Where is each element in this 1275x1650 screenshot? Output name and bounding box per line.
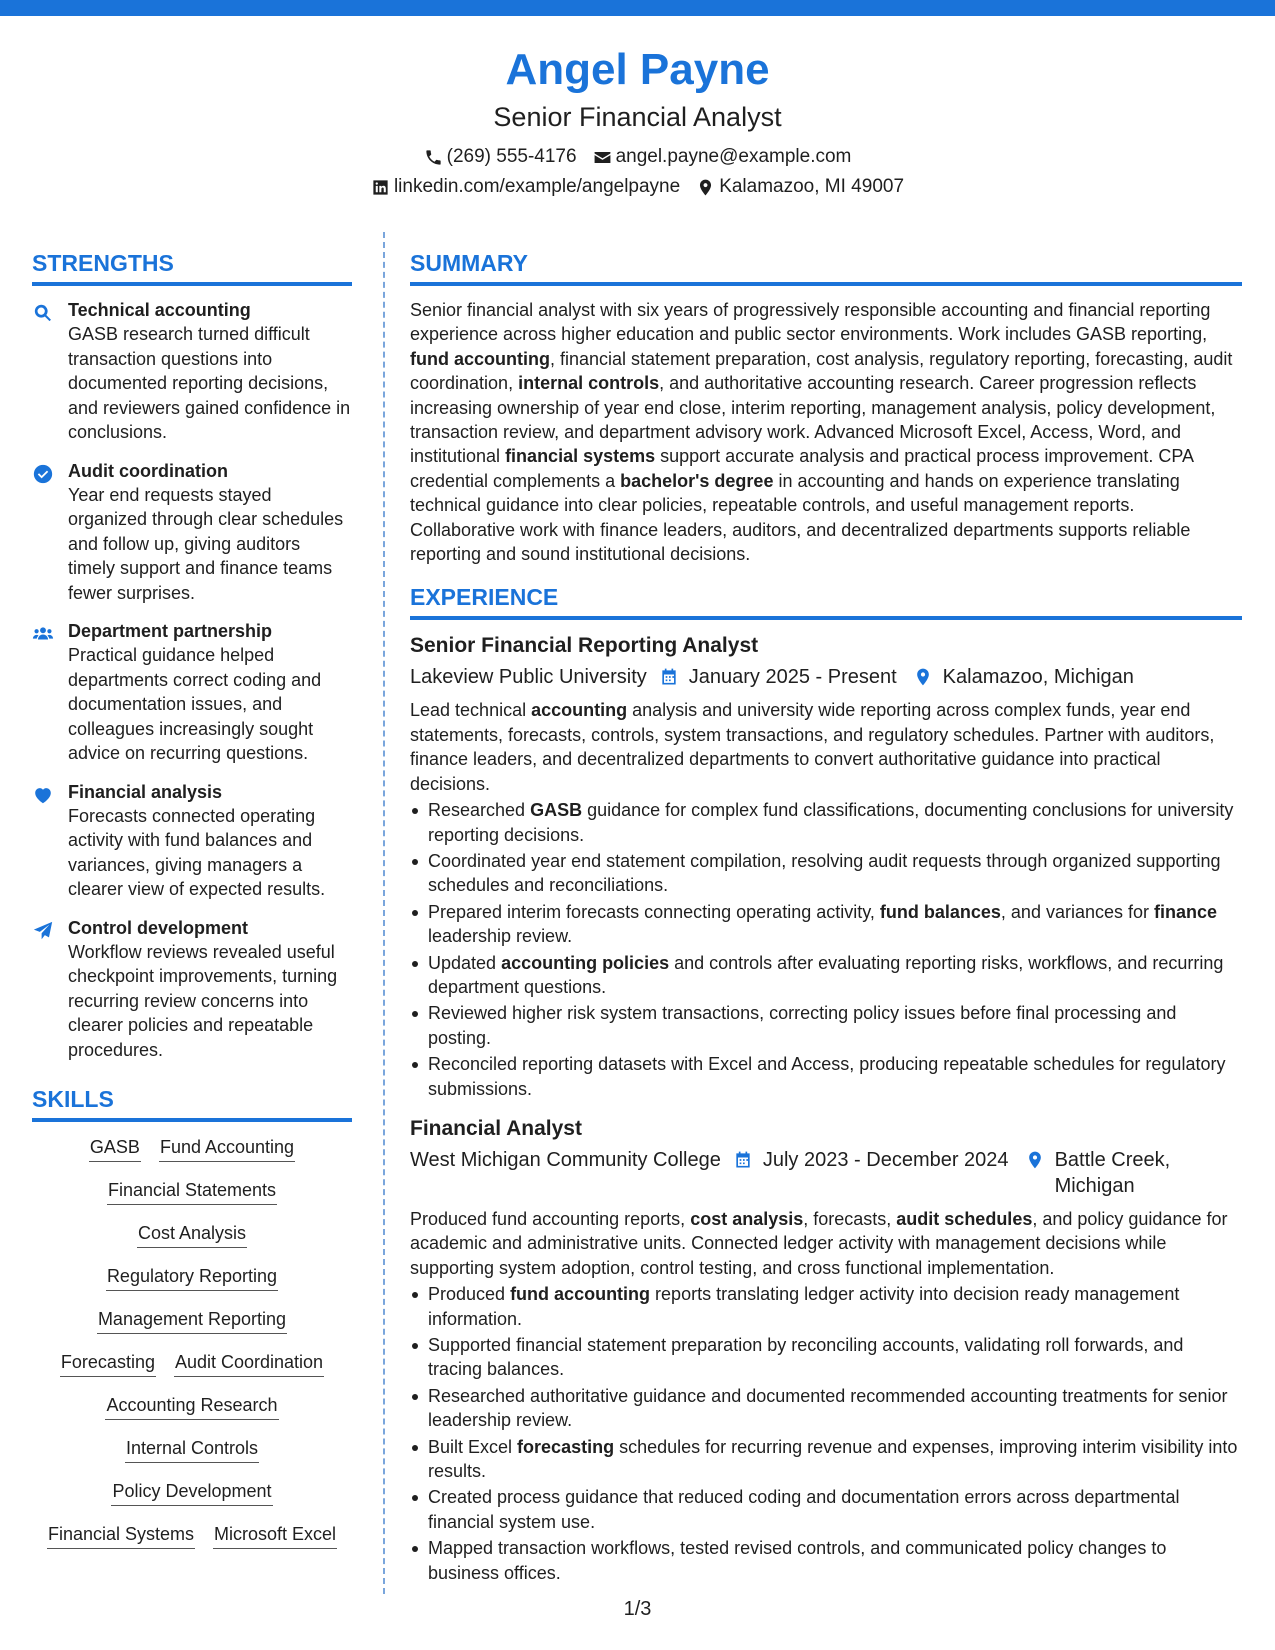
strength-desc: Forecasts connected operating activity with fund balances and variances, giving managers a clearer view of expected results.: [68, 805, 326, 899]
bullet-item: [410, 951, 1242, 1000]
map-pin-icon: [913, 667, 933, 687]
contact-location: [696, 172, 904, 202]
map-pin-icon: [1025, 1150, 1045, 1170]
text-run: Updated: [428, 952, 502, 973]
skill-row: [32, 1435, 352, 1463]
skill-tag: Regulatory Reporting: [106, 1263, 278, 1291]
strength-desc: Workflow reviews revealed useful checkpoint improvements, turning recurring review concerns into clearer policies and repeatable procedures.: [68, 941, 338, 1060]
contact-row-1: [0, 142, 1275, 172]
strength-desc: Practical guidance helped departments correct coding and documentation issues, and colleagues increasingly sought advice on recurring questions.: [68, 645, 322, 763]
phone-text: (269) 555-4176: [446, 146, 577, 167]
text-run: Reviewed higher risk system transactions, correcting policy issues before final processing and posting.: [428, 1003, 1177, 1048]
bold-keyword: internal controls: [518, 373, 660, 394]
skill-tag: Accounting Research: [105, 1392, 278, 1420]
skill-row: [32, 1392, 352, 1420]
job-org: West Michigan Community College: [410, 1148, 721, 1171]
text-run: , financial statement preparation, cost analysis, regulatory reporting, forecasting, audit coordination,: [410, 348, 1233, 394]
strength-item: [32, 916, 352, 1063]
skill-tag: Financial Statements: [107, 1177, 277, 1205]
job-description: [410, 1207, 1242, 1280]
text-run: Researched: [428, 800, 531, 821]
bold-keyword: audit schedules: [896, 1208, 1033, 1229]
text-run: guidance for complex fund classifications, documenting conclusions for university reporting decisions.: [428, 800, 1234, 845]
job-description: [410, 698, 1242, 796]
left-column: [32, 248, 352, 1564]
job-location: Kalamazoo, Michigan: [942, 666, 1134, 689]
skill-row: [32, 1349, 352, 1377]
text-run: reports translating ledger activity into decision ready management information.: [428, 1284, 1180, 1329]
calendar-icon: [659, 667, 679, 687]
strength-title: Financial analysis: [68, 781, 223, 802]
envelope-icon: [593, 148, 612, 167]
skill-row: [32, 1220, 352, 1248]
text-run: , and variances for: [1000, 901, 1155, 922]
bullet-item: [410, 1536, 1242, 1585]
job-bullets: [410, 1282, 1242, 1585]
skill-tag: Fund Accounting: [159, 1134, 295, 1162]
contact-row-2: [0, 172, 1275, 202]
bold-keyword: accounting policies: [501, 952, 670, 973]
bold-keyword: fund accounting: [410, 348, 550, 369]
job-org: Lakeview Public University: [410, 666, 647, 689]
job-entry: [410, 1115, 1242, 1585]
resume-header: [0, 42, 1275, 202]
bold-keyword: finance: [1154, 901, 1218, 922]
text-run: support accurate analysis and practical process improvement. CPA credential complements a: [410, 446, 1194, 491]
skill-tag: Financial Systems: [47, 1521, 195, 1549]
skill-tag: Cost Analysis: [137, 1220, 247, 1248]
candidate-name: Angel Payne: [505, 45, 770, 94]
job-meta: [410, 1147, 1242, 1199]
skills-list: [32, 1134, 352, 1549]
text-run: Produced: [428, 1284, 511, 1305]
job-meta: [410, 664, 1242, 690]
text-run: Produced fund accounting reports,: [410, 1208, 691, 1229]
contact-linkedin[interactable]: [371, 172, 680, 202]
skill-tag: Internal Controls: [125, 1435, 259, 1463]
strength-title: Department partnership: [68, 621, 273, 641]
text-run: Mapped transaction workflows, tested revised controls, and communicated policy changes to business offices.: [428, 1538, 1167, 1583]
skill-row: [32, 1134, 352, 1162]
job-title: Senior Financial Reporting Analyst: [410, 634, 759, 658]
strength-title: Audit coordination: [68, 460, 228, 481]
strength-desc: Year end requests stayed organized through clear schedules and follow up, giving auditors timely support and finance teams fewer surprises.: [68, 484, 344, 603]
text-run: Researched authoritative guidance and documented recommended accounting treatments for senior leadership review.: [428, 1385, 1228, 1431]
job-dates: July 2023 - December 2024: [762, 1148, 1009, 1171]
strength-title: Technical accounting: [68, 300, 251, 320]
text-run: Supported financial statement preparation by reconciling accounts, validating roll forwards, and tracing balances.: [428, 1335, 1184, 1380]
text-run: Coordinated year end statement compilation, resolving audit requests through organized supporting schedules and reconciliations.: [428, 850, 1221, 896]
text-run: Prepared interim forecasts connecting operating activity,: [428, 901, 880, 922]
job-location: Battle Creek, Michigan: [1054, 1148, 1171, 1197]
text-run: Senior financial analyst with six years of progressively responsible accounting and financial reporting experience across higher education and public sector environments. Work includes GASB reporting,: [410, 300, 1211, 345]
text-run: schedules for recurring revenue and expenses, improving interim visibility into results.: [428, 1436, 1238, 1482]
experience-heading: EXPERIENCE: [410, 582, 1242, 620]
text-run: and controls after evaluating reporting risks, workflows, and recurring department questions.: [428, 952, 1224, 997]
bold-keyword: accounting: [531, 700, 628, 721]
bold-keyword: forecasting: [517, 1436, 615, 1457]
text-run: Built Excel: [428, 1436, 518, 1457]
calendar-icon: [733, 1150, 753, 1170]
paper-plane-icon: [32, 920, 54, 942]
skill-row: [32, 1478, 352, 1506]
phone-icon: [424, 148, 443, 167]
skill-tag: Policy Development: [111, 1478, 272, 1506]
text-run: in accounting and hands on experience translating technical guidance into clear policies, repeatable controls, and useful management reports. Collaborative work with finance leaders, auditors, and decentralized departments supports reliable reporting and sound institutional decisions.: [410, 470, 1191, 565]
bullet-item: [410, 1384, 1242, 1433]
strength-title: Control development: [68, 917, 249, 938]
text-run: Created process guidance that reduced coding and documentation errors across departmental financial system use.: [428, 1487, 1180, 1532]
text-run: , and policy guidance for academic and administrative units. Connected ledger activity with management decisions while supporting system adoption, control testing, and cross functional implementation.: [410, 1208, 1228, 1278]
bold-keyword: GASB: [530, 800, 583, 821]
bullet-item: [410, 1435, 1242, 1484]
text-run: leadership review.: [428, 926, 573, 947]
bullet-item: [410, 798, 1242, 847]
skill-row: [32, 1521, 352, 1549]
job-dates: January 2025 - Present: [688, 666, 897, 689]
contact-phone[interactable]: [424, 142, 577, 172]
strength-desc: GASB research turned difficult transaction questions into documented reporting decisions, and reviewers gained confidence in conclusions.: [68, 324, 351, 442]
bullet-item: [410, 1282, 1242, 1331]
users-icon: [32, 623, 54, 645]
summary-heading: SUMMARY: [410, 248, 1242, 286]
check-circle-icon: [32, 463, 54, 485]
bullet-item: [410, 900, 1242, 949]
heart-icon: [32, 784, 54, 806]
skill-row: [32, 1306, 352, 1334]
strengths-heading: STRENGTHS: [32, 248, 352, 286]
skill-tag: Management Reporting: [97, 1306, 287, 1334]
skill-row: [32, 1177, 352, 1205]
top-accent-bar: [0, 0, 1275, 16]
job-title: Financial Analyst: [410, 1116, 582, 1140]
bullet-item: [410, 1485, 1242, 1534]
text-run: Lead technical: [410, 700, 532, 721]
text-run: , and authoritative accounting research. Career progression reflects increasing ownership of year end close, interim reporting, management analysis, policy development, transaction review, and department advisory work. Advanced Microsoft Excel, Access, Word, and institutional: [410, 373, 1216, 467]
right-column: [410, 248, 1242, 1587]
candidate-title: Senior Financial Analyst: [493, 102, 782, 132]
map-pin-icon: [696, 178, 715, 197]
column-divider: [383, 232, 385, 1594]
bold-keyword: fund accounting: [510, 1284, 651, 1305]
strength-item: [32, 459, 352, 606]
skill-tag: Microsoft Excel: [213, 1521, 337, 1549]
bullet-item: [410, 1001, 1242, 1050]
contact-email[interactable]: [593, 142, 852, 172]
strength-item: [32, 780, 352, 902]
job-bullets: [410, 798, 1242, 1101]
skills-heading: SKILLS: [32, 1084, 352, 1122]
skill-tag: GASB: [89, 1134, 141, 1162]
linkedin-text: linkedin.com/example/angelpayne: [393, 176, 681, 197]
bullet-item: [410, 1052, 1242, 1101]
skill-tag: Audit Coordination: [174, 1349, 324, 1377]
email-text: angel.payne@example.com: [615, 146, 852, 167]
text-run: , forecasts,: [803, 1208, 897, 1229]
strength-item: [32, 298, 352, 445]
bold-keyword: bachelor's degree: [620, 470, 774, 491]
text-run: Reconciled reporting datasets with Excel and Access, producing repeatable schedules for regulatory submissions.: [428, 1054, 1226, 1099]
bold-keyword: fund balances: [879, 901, 1001, 922]
bullet-item: [410, 1333, 1242, 1382]
skill-tag: Forecasting: [60, 1349, 156, 1377]
bullet-item: [410, 849, 1242, 898]
text-run: analysis and university wide reporting across complex funds, year end statements, forecasts, controls, system transactions, and regulatory schedules. Partner with auditors, finance leaders, and decentralized departments to convert authoritative guidance into practical decisions.: [410, 700, 1215, 794]
summary-text: [410, 298, 1242, 566]
search-icon: [32, 302, 54, 324]
location-text: Kalamazoo, MI 49007: [719, 176, 905, 197]
page-number: 1/3: [623, 1598, 652, 1620]
bold-keyword: cost analysis: [690, 1208, 804, 1229]
linkedin-icon: [371, 178, 390, 197]
bold-keyword: financial systems: [505, 446, 656, 467]
skill-row: [32, 1263, 352, 1291]
strength-item: [32, 619, 352, 766]
job-entry: [410, 632, 1242, 1101]
